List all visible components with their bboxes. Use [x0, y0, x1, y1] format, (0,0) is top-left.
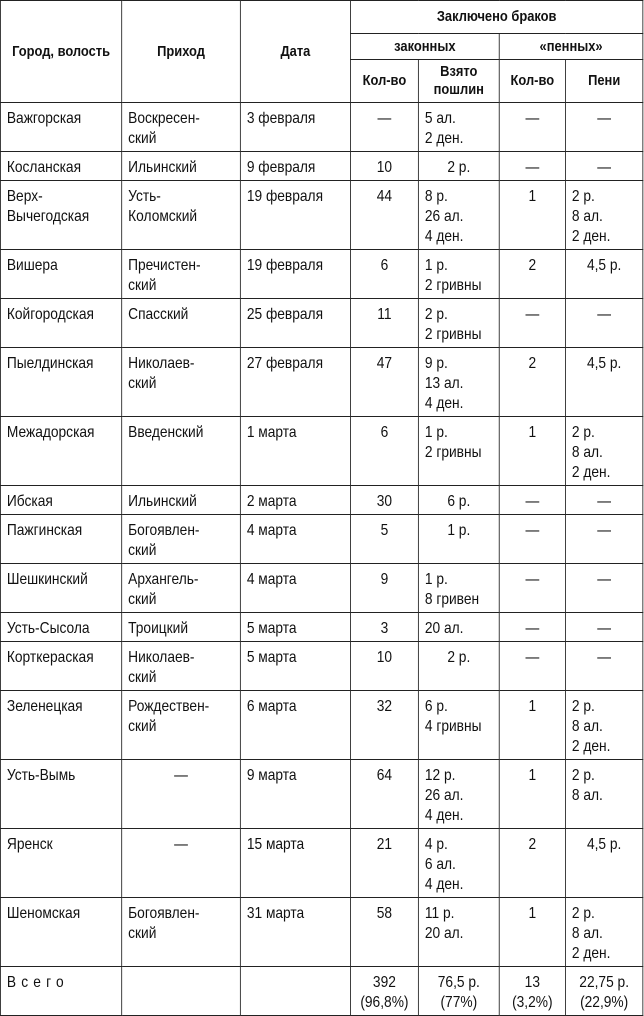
parish-cell: Ильинский: [122, 152, 241, 181]
parish-cell: Рождествен- ский: [122, 691, 241, 760]
fine-cell: —: [565, 613, 642, 642]
penal-count-cell: 1: [499, 760, 565, 829]
fine-cell: —: [565, 152, 642, 181]
table-row: [0, 486, 642, 515]
fee-cell: 6 р. 4 гривны: [418, 691, 499, 760]
parish-cell: Ильинский: [122, 486, 241, 515]
header-city: Город, волость: [0, 1, 121, 103]
parish-cell: Пречистен- ский: [122, 250, 241, 299]
count-cell: 10: [350, 642, 418, 691]
penal-count-cell: 2: [499, 250, 565, 299]
fine-cell: 2 р. 8 ал. 2 ден.: [565, 691, 642, 760]
city-cell: Верх- Вычегодская: [0, 181, 121, 250]
city-cell: Косланская: [0, 152, 121, 181]
city-cell: Усть-Сысола: [0, 613, 121, 642]
table-row: [0, 760, 642, 829]
date-cell: 19 февраля: [240, 250, 350, 299]
penal-count-cell: 2: [499, 348, 565, 417]
count-cell: 44: [350, 181, 418, 250]
table-row: [0, 613, 642, 642]
fine-cell: 2 р. 8 ал. 2 ден.: [565, 417, 642, 486]
count-cell: 6: [350, 250, 418, 299]
date-cell: 15 марта: [240, 829, 350, 898]
penal-count-cell: 1: [499, 898, 565, 967]
count-cell: 5: [350, 515, 418, 564]
fee-cell: 12 р. 26 ал. 4 ден.: [418, 760, 499, 829]
date-cell: 1 марта: [240, 417, 350, 486]
parish-cell: Богоявлен- ский: [122, 898, 241, 967]
header-marriages: Заключено браков: [350, 1, 642, 34]
total-fine: 22,75 р. (22,9%): [565, 967, 642, 1016]
parish-cell: Усть- Коломский: [122, 181, 241, 250]
city-cell: Усть-Вымь: [0, 760, 121, 829]
table-row: [0, 564, 642, 613]
fee-cell: 1 р. 2 гривны: [418, 250, 499, 299]
fee-cell: 5 ал. 2 ден.: [418, 103, 499, 152]
date-cell: 2 марта: [240, 486, 350, 515]
city-cell: Ибская: [0, 486, 121, 515]
table-row: [0, 250, 642, 299]
fee-cell: 11 р. 20 ал.: [418, 898, 499, 967]
date-cell: 31 марта: [240, 898, 350, 967]
city-cell: Зеленецкая: [0, 691, 121, 760]
fee-cell: 1 р. 2 гривны: [418, 417, 499, 486]
fee-cell: 1 р.: [418, 515, 499, 564]
penal-count-cell: 1: [499, 181, 565, 250]
city-cell: Койгородская: [0, 299, 121, 348]
fine-cell: 2 р. 8 ал.: [565, 760, 642, 829]
parish-cell: Троицкий: [122, 613, 241, 642]
table-row: [0, 417, 642, 486]
count-cell: 58: [350, 898, 418, 967]
fine-cell: —: [565, 515, 642, 564]
header-date: Дата: [240, 1, 350, 103]
penal-count-cell: 2: [499, 829, 565, 898]
city-cell: Шешкинский: [0, 564, 121, 613]
count-cell: 21: [350, 829, 418, 898]
table-row: [0, 348, 642, 417]
header-legal: законных: [350, 34, 499, 60]
table-row: [0, 181, 642, 250]
penal-count-cell: —: [499, 486, 565, 515]
count-cell: —: [350, 103, 418, 152]
date-cell: 4 марта: [240, 564, 350, 613]
fee-cell: 9 р. 13 ал. 4 ден.: [418, 348, 499, 417]
date-cell: 5 марта: [240, 613, 350, 642]
table-row: [0, 152, 642, 181]
total-penal-count: 13 (3,2%): [499, 967, 565, 1016]
date-cell: 4 марта: [240, 515, 350, 564]
fine-cell: 2 р. 8 ал. 2 ден.: [565, 181, 642, 250]
table-row: [0, 691, 642, 760]
city-cell: Шеномская: [0, 898, 121, 967]
date-cell: 25 февраля: [240, 299, 350, 348]
fine-cell: —: [565, 486, 642, 515]
parish-cell: Николаев- ский: [122, 348, 241, 417]
header-fines: Пени: [565, 60, 642, 103]
date-cell: 6 марта: [240, 691, 350, 760]
city-cell: Корткераская: [0, 642, 121, 691]
fee-cell: 8 р. 26 ал. 4 ден.: [418, 181, 499, 250]
city-cell: Пыелдинская: [0, 348, 121, 417]
fine-cell: —: [565, 299, 642, 348]
parish-cell: —: [122, 760, 241, 829]
penal-count-cell: —: [499, 103, 565, 152]
fine-cell: 4,5 р.: [565, 250, 642, 299]
fine-cell: 4,5 р.: [565, 829, 642, 898]
city-cell: Важгорская: [0, 103, 121, 152]
table-row: [0, 898, 642, 967]
penal-count-cell: —: [499, 564, 565, 613]
fee-cell: 2 р.: [418, 642, 499, 691]
date-cell: 3 февраля: [240, 103, 350, 152]
parish-cell: Архангель- ский: [122, 564, 241, 613]
table-row: [0, 103, 642, 152]
count-cell: 30: [350, 486, 418, 515]
parish-cell: Богоявлен- ский: [122, 515, 241, 564]
fee-cell: 2 р. 2 гривны: [418, 299, 499, 348]
penal-count-cell: —: [499, 152, 565, 181]
fine-cell: —: [565, 642, 642, 691]
total-fee: 76,5 р. (77%): [418, 967, 499, 1016]
header-penal: «пенных»: [499, 34, 643, 60]
penal-count-cell: 1: [499, 691, 565, 760]
parish-cell: Введенский: [122, 417, 241, 486]
fine-cell: 4,5 р.: [565, 348, 642, 417]
count-cell: 64: [350, 760, 418, 829]
penal-count-cell: 1: [499, 417, 565, 486]
date-cell: 9 марта: [240, 760, 350, 829]
table-row: [0, 829, 642, 898]
table-row: [0, 642, 642, 691]
count-cell: 10: [350, 152, 418, 181]
parish-cell: Воскресен- ский: [122, 103, 241, 152]
fee-cell: 6 р.: [418, 486, 499, 515]
total-date: [240, 967, 350, 1016]
total-parish: [122, 967, 241, 1016]
fee-cell: 1 р. 8 гривен: [418, 564, 499, 613]
header-penal-count: Кол-во: [499, 60, 565, 103]
date-cell: 9 февраля: [240, 152, 350, 181]
fine-cell: —: [565, 103, 642, 152]
table-row: [0, 515, 642, 564]
parish-cell: Спасский: [122, 299, 241, 348]
header-parish: Приход: [122, 1, 241, 103]
parish-cell: —: [122, 829, 241, 898]
penal-count-cell: —: [499, 613, 565, 642]
count-cell: 6: [350, 417, 418, 486]
parish-cell: Николаев- ский: [122, 642, 241, 691]
date-cell: 27 февраля: [240, 348, 350, 417]
count-cell: 32: [350, 691, 418, 760]
fee-cell: 2 р.: [418, 152, 499, 181]
count-cell: 11: [350, 299, 418, 348]
fine-cell: 2 р. 8 ал. 2 ден.: [565, 898, 642, 967]
total-label: Всего: [0, 967, 121, 1016]
header-count: Кол-во: [350, 60, 418, 103]
fine-cell: —: [565, 564, 642, 613]
total-row: [0, 967, 642, 1016]
city-cell: Пажгинская: [0, 515, 121, 564]
count-cell: 9: [350, 564, 418, 613]
city-cell: Вишера: [0, 250, 121, 299]
penal-count-cell: —: [499, 515, 565, 564]
date-cell: 5 марта: [240, 642, 350, 691]
header-fee: Взято пошлин: [418, 60, 499, 103]
count-cell: 47: [350, 348, 418, 417]
date-cell: 19 февраля: [240, 181, 350, 250]
city-cell: Межадорская: [0, 417, 121, 486]
fee-cell: 4 р. 6 ал. 4 ден.: [418, 829, 499, 898]
penal-count-cell: —: [499, 299, 565, 348]
count-cell: 3: [350, 613, 418, 642]
fee-cell: 20 ал.: [418, 613, 499, 642]
penal-count-cell: —: [499, 642, 565, 691]
city-cell: Яренск: [0, 829, 121, 898]
table-row: [0, 299, 642, 348]
total-count: 392 (96,8%): [350, 967, 418, 1016]
